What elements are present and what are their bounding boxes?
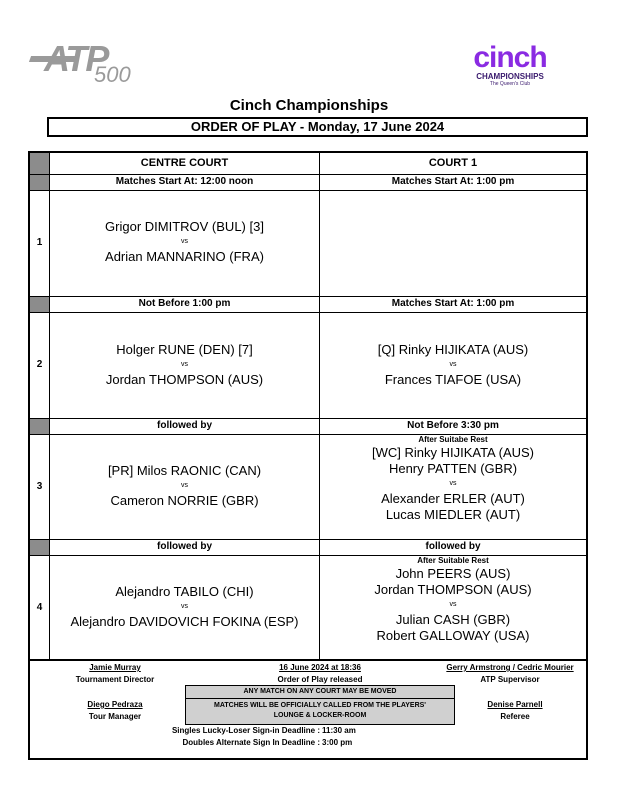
divider bbox=[30, 190, 586, 191]
divider bbox=[186, 698, 454, 699]
vs-label: vs bbox=[181, 482, 188, 489]
row-4-centre-match bbox=[50, 584, 319, 630]
player-1: [Q] Rinky HIJIKATA (AUS) bbox=[377, 342, 529, 357]
schedule-grid bbox=[28, 151, 588, 661]
supervisor-role: ATP Supervisor bbox=[480, 675, 540, 684]
atp-logo-text: ATP bbox=[44, 38, 108, 79]
team-1-player-a: John PEERS (AUS) bbox=[395, 566, 511, 581]
row-3-court1-start-time: Not Before 3:30 pm bbox=[407, 420, 499, 431]
row-4-court1-match bbox=[320, 556, 586, 644]
player-2: Frances TIAFOE (USA) bbox=[384, 372, 522, 387]
player-2: Jordan THOMPSON (AUS) bbox=[105, 372, 264, 387]
team-2-player-a: Alexander ERLER (AUT) bbox=[381, 491, 525, 506]
lucky-loser-deadline-time: 11:30 am bbox=[322, 726, 356, 735]
row-4-centre-start-time: followed by bbox=[157, 541, 212, 552]
team-1-player-b: Henry PATTEN (GBR) bbox=[388, 461, 518, 476]
row-4-time-marker bbox=[30, 539, 49, 555]
row-2-court1-match bbox=[320, 342, 586, 388]
team-2-player-a: Julian CASH (GBR) bbox=[395, 612, 511, 627]
cinch-championships-logo bbox=[462, 41, 558, 104]
vs-label: vs bbox=[449, 361, 457, 368]
row-1-time-marker bbox=[30, 174, 49, 190]
player-2: Adrian MANNARINO (FRA) bbox=[105, 249, 264, 264]
player-1: Grigor DIMITROV (BUL) [3] bbox=[105, 219, 264, 234]
team-1-player-a: [WC] Rinky HIJIKATA (AUS) bbox=[371, 445, 535, 460]
team-1-player-b: Jordan THOMPSON (AUS) bbox=[374, 582, 532, 597]
alternate-deadline-time: 3:00 pm bbox=[322, 738, 353, 747]
rest-note: After Suitabe Rest bbox=[418, 435, 488, 444]
row-3-centre-start-time: followed by bbox=[157, 420, 212, 431]
divider bbox=[30, 312, 586, 313]
notice-called-line-2: LOUNGE & LOCKER-ROOM bbox=[273, 712, 367, 719]
row-4-court1-start-time: followed by bbox=[425, 541, 481, 552]
player-2: Cameron NORRIE (GBR) bbox=[110, 493, 259, 508]
row-2-centre-match bbox=[50, 342, 319, 388]
row-2-court1-start-time: Matches Start At: 1:00 pm bbox=[391, 298, 515, 309]
row-4-number: 4 bbox=[36, 602, 43, 613]
row-2-centre-start-time: Not Before 1:00 pm bbox=[138, 298, 231, 309]
row-2-time-marker bbox=[30, 296, 49, 312]
row-3-centre-match bbox=[50, 463, 319, 509]
order-of-play-heading: ORDER OF PLAY - Monday, 17 June 2024 bbox=[47, 117, 588, 137]
vs-label: vs bbox=[449, 601, 457, 608]
rest-note: After Suitable Rest bbox=[417, 556, 489, 565]
row-1-centre-start-time: Matches Start At: 12:00 noon bbox=[115, 176, 254, 187]
manager-role: Tour Manager bbox=[88, 712, 142, 721]
row-3-number: 3 bbox=[36, 481, 43, 492]
vs-label: vs bbox=[449, 480, 457, 487]
cinch-venue: The Queen's Club bbox=[489, 81, 531, 87]
row-1-court1-start-time: Matches Start At: 1:00 pm bbox=[391, 176, 515, 187]
court-header-court-1: COURT 1 bbox=[428, 157, 478, 169]
release-label: Order of Play released bbox=[277, 675, 363, 684]
notice-move: ANY MATCH ON ANY COURT MAY BE MOVED bbox=[243, 688, 397, 695]
manager-name: Diego Pedraza bbox=[87, 700, 143, 709]
grid-corner-cell bbox=[30, 153, 49, 174]
notice-called-line-1: MATCHES WILL BE OFFICIALLY CALLED FROM THE PLAYERS' bbox=[214, 702, 426, 709]
court-header-centre: CENTRE COURT bbox=[140, 157, 229, 169]
director-name: Jamie Murray bbox=[89, 663, 141, 672]
team-2-player-b: Lucas MIEDLER (AUT) bbox=[385, 507, 521, 522]
player-1: Holger RUNE (DEN) [7] bbox=[116, 342, 253, 357]
vs-label: vs bbox=[181, 361, 188, 368]
alternate-deadline-label: Doubles Alternate Sign In Deadline : bbox=[182, 738, 320, 747]
player-2: Alejandro DAVIDOVICH FOKINA (ESP) bbox=[70, 614, 299, 629]
vs-label: vs bbox=[181, 238, 188, 245]
cinch-wordmark: cinch bbox=[473, 41, 547, 74]
lucky-loser-deadline-label: Singles Lucky-Loser Sign-in Deadline : bbox=[171, 726, 320, 735]
row-3-court1-match bbox=[320, 435, 586, 523]
notice-box bbox=[185, 685, 455, 725]
cinch-subtitle: CHAMPIONSHIPS bbox=[476, 72, 544, 81]
referee-name: Denise Parnell bbox=[487, 700, 543, 709]
player-1: Alejandro TABILO (CHI) bbox=[115, 584, 254, 599]
row-1-centre-match bbox=[50, 219, 319, 265]
player-1: [PR] Milos RAONIC (CAN) bbox=[107, 463, 262, 478]
row-3-time-marker bbox=[30, 418, 49, 434]
atp-tier-text: 500 bbox=[94, 62, 131, 87]
supervisor-name: Gerry Armstrong / Cedric Mourier bbox=[446, 663, 574, 672]
row-1-number: 1 bbox=[36, 237, 43, 248]
row-2-number: 2 bbox=[36, 359, 43, 370]
atp-500-logo bbox=[30, 38, 140, 88]
page-title: Cinch Championships bbox=[229, 97, 389, 114]
footer-panel bbox=[28, 661, 588, 760]
director-role: Tournament Director bbox=[75, 675, 155, 684]
team-2-player-b: Robert GALLOWAY (USA) bbox=[376, 628, 530, 643]
vs-label: vs bbox=[181, 603, 188, 610]
release-timestamp: 16 June 2024 at 18:36 bbox=[279, 663, 361, 672]
referee-role: Referee bbox=[500, 712, 530, 721]
